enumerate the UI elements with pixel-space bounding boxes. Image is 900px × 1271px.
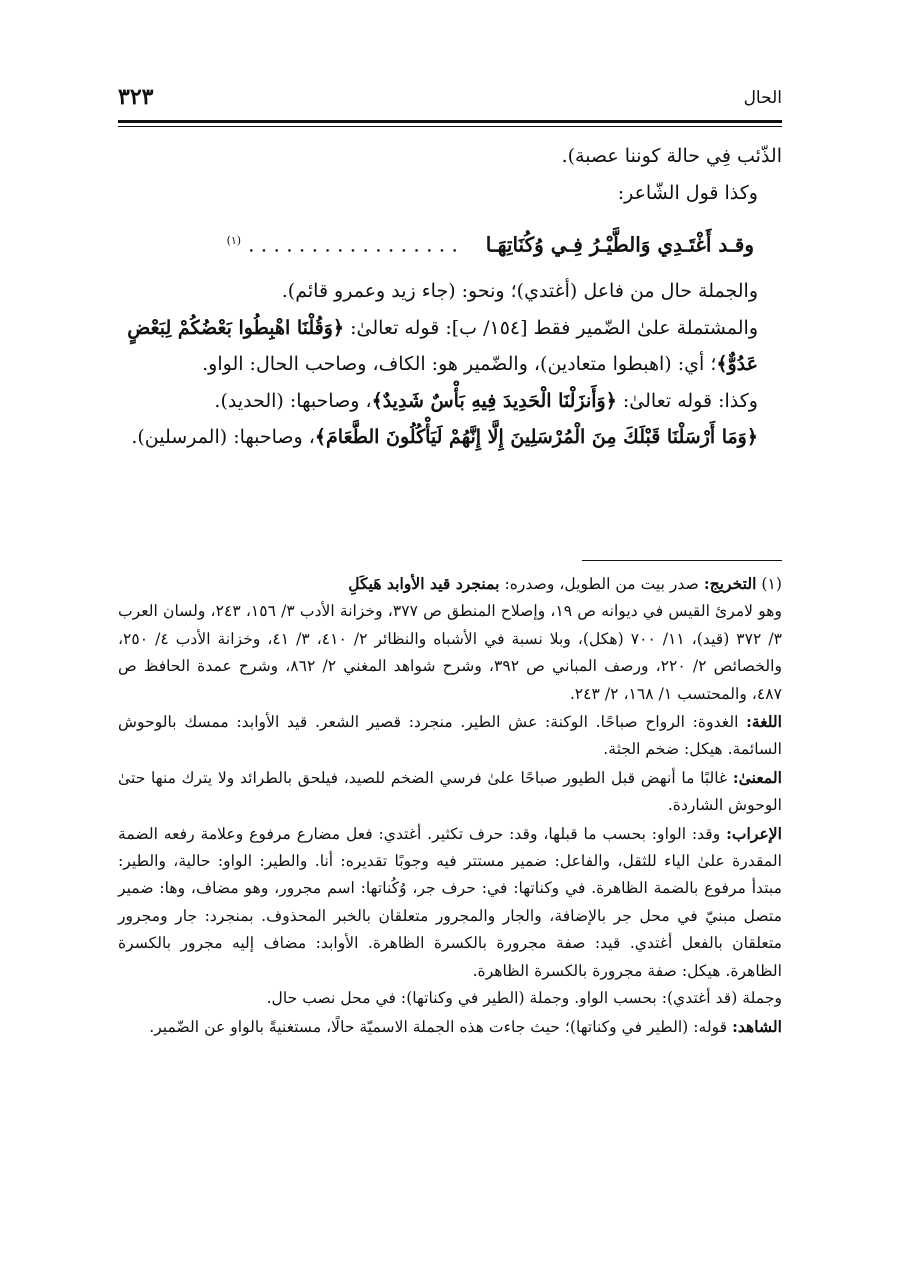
paragraph-start: وكذا: قوله تعالىٰ: [622, 389, 758, 412]
footnote-text: الغدوة: الرواح صباحًا. الوكنة: عش الطير. منجرد: قصير الشعر. قيد الأوابد: ممسك بالوحوش السائمة. هيكل: ضخم الجثة. [118, 713, 782, 759]
quran-ayah: ﴿وَمَا أَرْسَلْنَا قَبْلَكَ مِنَ الْمُرْسَلِينَ إِلَّا إِنَّهُمْ لَيَأْكُلُونَ الطَّعَامَ﴾ [314, 426, 758, 449]
footnote-label: الإعراب: [726, 823, 782, 843]
verse-text: وقـد أَغْتَـدِي وَالطَّيْـرُ فِـي وُكُنَاتِهَـا [485, 232, 754, 257]
page-header [118, 84, 782, 118]
paragraph-start: والمشتملة علىٰ الضّمير فقط [١٥٤/ ب]: قوله تعالىٰ: [350, 316, 758, 339]
footnote-shahid [118, 1013, 782, 1041]
text-line: وكذا قول الشّاعر: [617, 181, 758, 204]
paragraph-end: ؛ أي: (اهبطوا متعادين)، والضّمير هو: الكاف، وصاحب الحال: الواو. [202, 353, 717, 376]
running-title: الحال [743, 88, 782, 108]
footnote-text: قوله: (الطير في وكناتها)؛ حيث جاءت هذه الجملة الاسميّة حالًا، مستغنيةً بالواو عن الضّمير. [149, 1017, 728, 1036]
footnote-text: غالبًا ما أنهض قبل الطيور صباحًا علىٰ فرسي الضخم للصيد، فيلحق بالطرائد ولا يترك منها حتىٰ الوحوش الشاردة. [118, 768, 782, 815]
header-rule-thick [118, 120, 782, 123]
paragraph-end: ، وصاحبها: (الحديد). [214, 389, 372, 412]
footnote-number: (١) [761, 575, 782, 593]
footnote-ref[interactable]: (١) [226, 234, 242, 247]
footnote-text: صدر بيت من الطويل، وصدره: [504, 575, 699, 593]
footnote-jumla: وجملة (قد أغتدي): بحسب الواو. وجملة (الطير في وكناتها): في محل نصب حال. [266, 989, 782, 1008]
paragraph-mursalin [118, 419, 782, 456]
main-text [118, 138, 782, 456]
footnote-separator [582, 560, 782, 561]
footnote-irab [118, 820, 782, 985]
footnote-sources: وهو لامرئ القيس في ديوانه ص ١٩، وإصلاح المنطق ص ٣٧٧، وخزانة الأدب ٣/ ١٥٦، ٢٤٣، ولسان العرب ٣/ ٣٧٢ (قيد)، ١١/ ٧٠٠ (هكل)، وبلا نسبة في الأشباه والنظائر ٢/ ٤١٠، ٣/ ٤١، وخزانة الأدب ٤/ ٢٥٠، والخصائص ٢/ ٢٢٠، ورصف المباني ص ٣٩٢، وشرح شواهد المغني ٢/ ٨٦٢، وشرح عمدة الحافظ ص ٤٨٧، والمحتسب ١/ ١٦٨، ٢/ ٢٤٣. [118, 602, 783, 703]
footnote-label: المعنىٰ: [732, 767, 782, 787]
header-rule-thin [118, 126, 782, 127]
quran-ayah: ﴿وَقُلْنَا اهْبِطُوا بَعْضُكُمْ لِبَعْضٍ عَدُوٌّ﴾ [127, 316, 758, 376]
page-number: ٣٢٣ [118, 84, 154, 110]
text-line: الذّئب فِي حالة كوننا عصبة). [561, 145, 782, 167]
paragraph-end: ، وصاحبها: (المرسلين). [131, 426, 315, 449]
footnote-label: التخريج: [703, 574, 757, 593]
footnote-label: اللغة: [746, 712, 782, 732]
footnotes [118, 570, 782, 1041]
footnote-takhrij [118, 570, 782, 598]
verse-first-half: بمنجرد قيد الأوابد هَيكَلِ [348, 574, 500, 593]
footnote-label: الشاهد: [732, 1016, 782, 1036]
poetry-verse [118, 223, 782, 263]
verse-dots: . . . . . . . . . . . . . . . . . [248, 232, 458, 257]
footnote-lugha [118, 708, 782, 764]
paragraph-hadid [118, 383, 782, 420]
footnote-text: وقد: الواو: بحسب ما قبلها، وقد: حرف تكثير. أغتدي: فعل مضارع مرفوع وعلامة رفعه الضمة المقدرة علىٰ الياء للثقل، والفاعل: ضمير مستتر فيه وجوبًا تقديره: أنا. والطير: الواو: حالية، والطير: مبتدأ مرفوع بالضمة الظاهرة. في وكناتها: في: حرف جر، وُكُناتها: اسم مجرور، وهو مضاف، وها: ضمير متصل مبنيّ في محل جر بالإضافة، والجار والمجرور متعلقان بالخبر المحذوف. بمنجرد: جار ومجرور متعلقان بالفعل أغتدي. قيد: صفة مجرورة بالكسرة الظاهرة. الأوابد: مضاف إليه مجرور بالكسرة الظاهرة. هيكل: صفة مجرورة بالكسرة الظاهرة. [118, 824, 782, 980]
footnote-mana [118, 764, 782, 820]
paragraph-jumla: والجملة حال من فاعل (أغتدي)؛ ونحو: (جاء زيد وعمرو قائم). [281, 280, 758, 303]
paragraph-mushtamila [118, 310, 782, 383]
quran-ayah: ﴿وَأَنزَلْنَا الْحَدِيدَ فِيهِ بَأْسٌ شَدِيدٌ﴾ [371, 389, 617, 412]
